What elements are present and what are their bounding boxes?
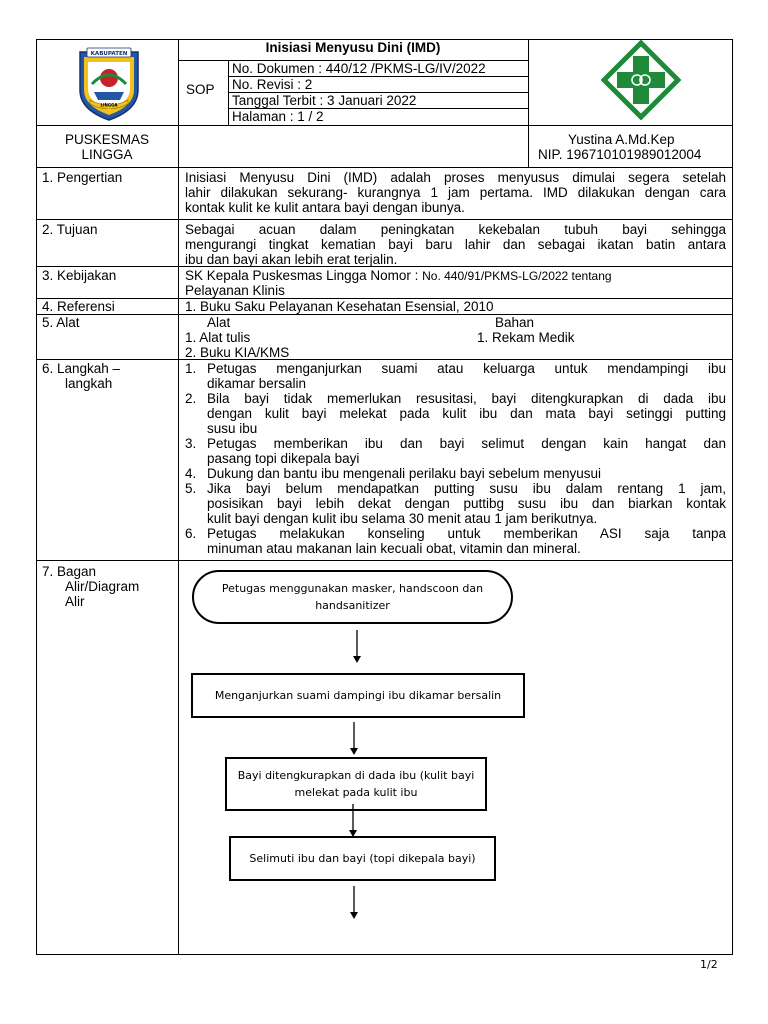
bahan-item-1: 1. Rekam Medik: [477, 330, 575, 345]
kebijakan-sk-prefix: SK Kepala Puskesmas Lingga Nomor :: [185, 268, 423, 283]
flow-text-line: Bayi ditengkurapkan di dada ibu (kulit bayi: [237, 769, 475, 782]
step-number: 3.: [185, 436, 197, 451]
step-line: dikamar bersalin: [207, 376, 307, 391]
alat-header: Alat: [207, 315, 231, 330]
section-label-kebijakan: 3. Kebijakan: [42, 268, 117, 283]
section-label-bagan-3: Alir: [65, 594, 85, 609]
document-title: Inisiasi Menyusu Dini (IMD): [265, 40, 441, 55]
flow-text-line: melekat pada kulit ibu: [294, 786, 418, 799]
flow-arrow-icon: [346, 886, 362, 920]
step-line: Dukung dan bantu ibu mengenali perilaku bayi sebelum menyusui: [207, 466, 601, 481]
svg-text:LINGGA: LINGGA: [100, 102, 118, 108]
section-label-referensi: 4. Referensi: [42, 299, 115, 314]
flow-arrow-icon: [345, 804, 361, 838]
bahan-header: Bahan: [495, 315, 535, 330]
section-label-langkah: 6. Langkah –: [42, 361, 121, 376]
step-number: 6.: [185, 526, 197, 541]
alat-item-1: 1. Alat tulis: [185, 330, 251, 345]
no-dokumen: No. Dokumen : 440/12 /PKMS-LG/IV/2022: [232, 61, 486, 76]
pengertian-line-1: Inisiasi Menyusu Dini (IMD) adalah proses menyusus dimulai segera setelah: [185, 170, 726, 185]
sop-label: SOP: [186, 82, 215, 97]
step-number: 2.: [185, 391, 197, 406]
section-label-pengertian: 1. Pengertian: [42, 170, 123, 185]
referensi-item-1: 1. Buku Saku Pelayanan Kesehatan Esensial, 2010: [185, 299, 494, 314]
signer-nip: NIP. 196710101989012004: [538, 147, 702, 162]
flow-text-line: handsanitizer: [315, 599, 390, 612]
step-line: pasang topi dikepala bayi: [207, 451, 360, 466]
no-revisi: No. Revisi : 2: [232, 77, 313, 92]
page-number: 1/2: [700, 958, 718, 971]
step-number: 4.: [185, 466, 197, 481]
svg-text:KABUPATEN: KABUPATEN: [90, 51, 128, 57]
pengertian-line-3: kontak kulit ke kulit antara bayi dengan ibunya.: [185, 200, 465, 215]
kebijakan-sk-number: No. 440/91/PKMS-LG/2022 tentang: [422, 269, 612, 283]
flow-text-line: Petugas menggunakan masker, handscoon dan: [221, 582, 484, 595]
step-line: Petugas menganjurkan suami atau keluarga untuk mendampingi ibu: [207, 361, 726, 376]
section-label-bagan-2: Alir/Diagram: [65, 579, 140, 594]
step-line: susu ibu: [207, 421, 258, 436]
flow-text-line: Selimuti ibu dan bayi (topi dikepala bayi): [249, 852, 476, 865]
step-line: dengan kulit bayi melekat pada kulit ibu dan mata bayi setinggi putting: [207, 406, 726, 421]
pengertian-line-2: lahir dilakukan sekurang- kurangnya 1 jam pertama. IMD dilakukan dengan cara: [185, 185, 726, 200]
section-label-tujuan: 2. Tujuan: [42, 222, 98, 237]
flow-arrow-icon: [349, 630, 365, 664]
alat-item-2: 2. Buku KIA/KMS: [185, 345, 290, 360]
kabupaten-lingga-logo-icon: [74, 44, 144, 122]
step-number: 1.: [185, 361, 197, 376]
flow-step-box: [225, 757, 487, 811]
step-number: 5.: [185, 481, 197, 496]
kebijakan-line-1: [185, 268, 612, 284]
step-line: minuman atau makanan lain kecuali obat, vitamin dan mineral.: [207, 541, 581, 556]
step-line: Jika bayi belum mendapatkan putting susu ibu dalam rentang 1 jam,: [207, 481, 726, 496]
halaman: Halaman : 1 / 2: [232, 109, 324, 124]
step-line: posisikan bayi lebih dekat dengan puttibg susu ibu dan biarkan kontak: [207, 496, 726, 511]
flow-step-box: [229, 836, 496, 881]
step-line: Bila bayi tidak memerlukan resusitasi, bayi ditengkurapkan di dada ibu: [207, 391, 726, 406]
section-label-langkah-2: langkah: [65, 376, 113, 391]
section-label-bagan: 7. Bagan: [42, 564, 97, 579]
tanggal-terbit: Tanggal Terbit : 3 Januari 2022: [232, 93, 417, 108]
tujuan-line-3: ibu dan bayi akan lebih erat terjalin.: [185, 252, 398, 267]
tujuan-line-2: mengurangi tingkat kematian bayi baru lahir dan sebagai ikatan batin antara: [185, 237, 726, 252]
section-label-alat: 5. Alat: [42, 315, 80, 330]
step-line: Petugas memberikan ibu dan bayi selimut dengan kain hangat dan: [207, 436, 726, 451]
flow-text-line: Menganjurkan suami dampingi ibu dikamar bersalin: [214, 689, 502, 702]
step-line: Petugas melakukan konseling untuk memberikan ASI saja tanpa: [207, 526, 726, 541]
puskesmas-cross-logo-icon: [601, 40, 681, 120]
kebijakan-line-2: Pelayanan Klinis: [185, 283, 285, 298]
org-name: PUSKESMAS: [64, 132, 150, 147]
flow-arrow-icon: [346, 722, 362, 756]
tujuan-line-1: Sebagai acuan dalam peningkatan kekebalan tubuh bayi sehingga: [185, 222, 726, 237]
org-location: LINGGA: [81, 147, 133, 162]
flow-start-terminal: [192, 570, 513, 624]
signer-name: Yustina A.Md.Kep: [568, 132, 675, 147]
flow-step-box: [191, 673, 525, 718]
step-line: kulit bayi dengan kulit ibu selama 30 menit atau 1 jam berikutnya.: [207, 511, 598, 526]
